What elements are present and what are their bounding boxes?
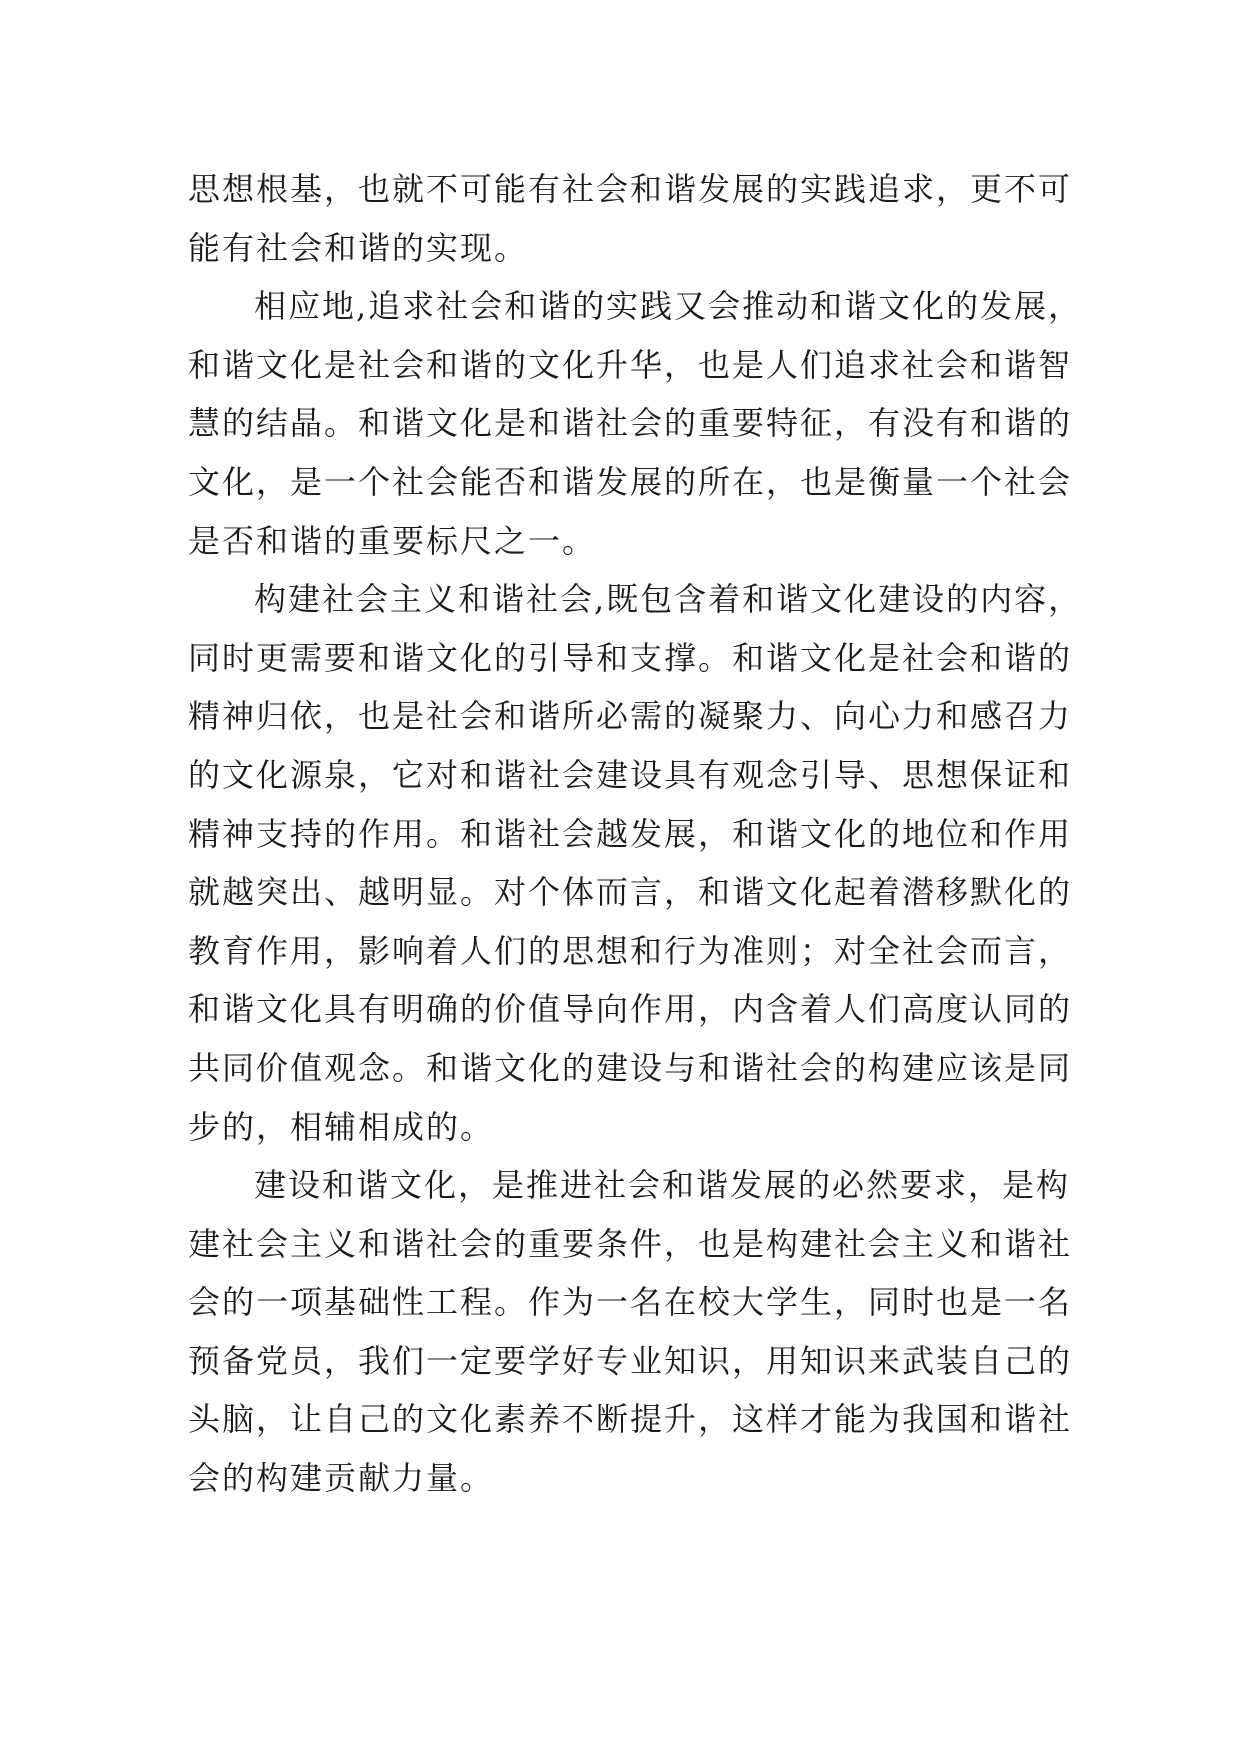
text-line: 建设和谐文化，是推进社会和谐发展的必然要求，是构 (254, 1166, 1071, 1205)
text-line: 会的一项基础性工程。作为一名在校大学生，同时也是一名 (188, 1283, 1073, 1322)
text-line: 共同价值观念。和谐文化的建设与和谐社会的构建应该是同 (188, 1048, 1073, 1087)
text-line: 精神支持的作用。和谐社会越发展，和谐文化的地位和作用 (188, 814, 1073, 853)
text-line: 和谐文化具有明确的价值导向作用，内含着人们高度认同的 (188, 990, 1073, 1029)
text-line: 就越突出、越明显。对个体而言，和谐文化起着潜移默化的 (188, 873, 1073, 912)
text-line: 相应地,追求社会和谐的实践又会推动和谐文化的发展， (254, 287, 1083, 326)
text-line: 头脑，让自己的文化素养不断提升，这样才能为我国和谐社 (188, 1400, 1073, 1439)
text-line: 是否和谐的重要标尺之一。 (188, 521, 597, 560)
text-line: 同时更需要和谐文化的引导和支撑。和谐文化是社会和谐的 (188, 638, 1073, 677)
text-line: 会的构建贡献力量。 (188, 1459, 495, 1498)
text-line: 的文化源泉，它对和谐社会建设具有观念引导、思想保证和 (188, 755, 1073, 794)
text-line: 建社会主义和谐社会的重要条件，也是构建社会主义和谐社 (188, 1224, 1073, 1263)
text-line: 教育作用，影响着人们的思想和行为准则；对全社会而言， (188, 931, 1073, 970)
text-line: 慧的结晶。和谐文化是和谐社会的重要特征，有没有和谐的 (188, 404, 1073, 443)
document-body (188, 160, 1088, 1508)
text-line: 能有社会和谐的实现。 (188, 228, 529, 267)
text-line: 步的，相辅相成的。 (188, 1107, 495, 1146)
text-line: 和谐文化是社会和谐的文化升华，也是人们追求社会和谐智 (188, 345, 1073, 384)
text-line: 构建社会主义和谐社会,既包含着和谐文化建设的内容， (254, 580, 1083, 619)
text-line: 文化，是一个社会能否和谐发展的所在，也是衡量一个社会 (188, 462, 1073, 501)
text-line: 精神归依，也是社会和谐所必需的凝聚力、向心力和感召力 (188, 697, 1073, 736)
text-line: 思想根基，也就不可能有社会和谐发展的实践追求，更不可 (188, 170, 1073, 208)
text-line: 预备党员，我们一定要学好专业知识，用知识来武装自己的 (188, 1341, 1073, 1380)
